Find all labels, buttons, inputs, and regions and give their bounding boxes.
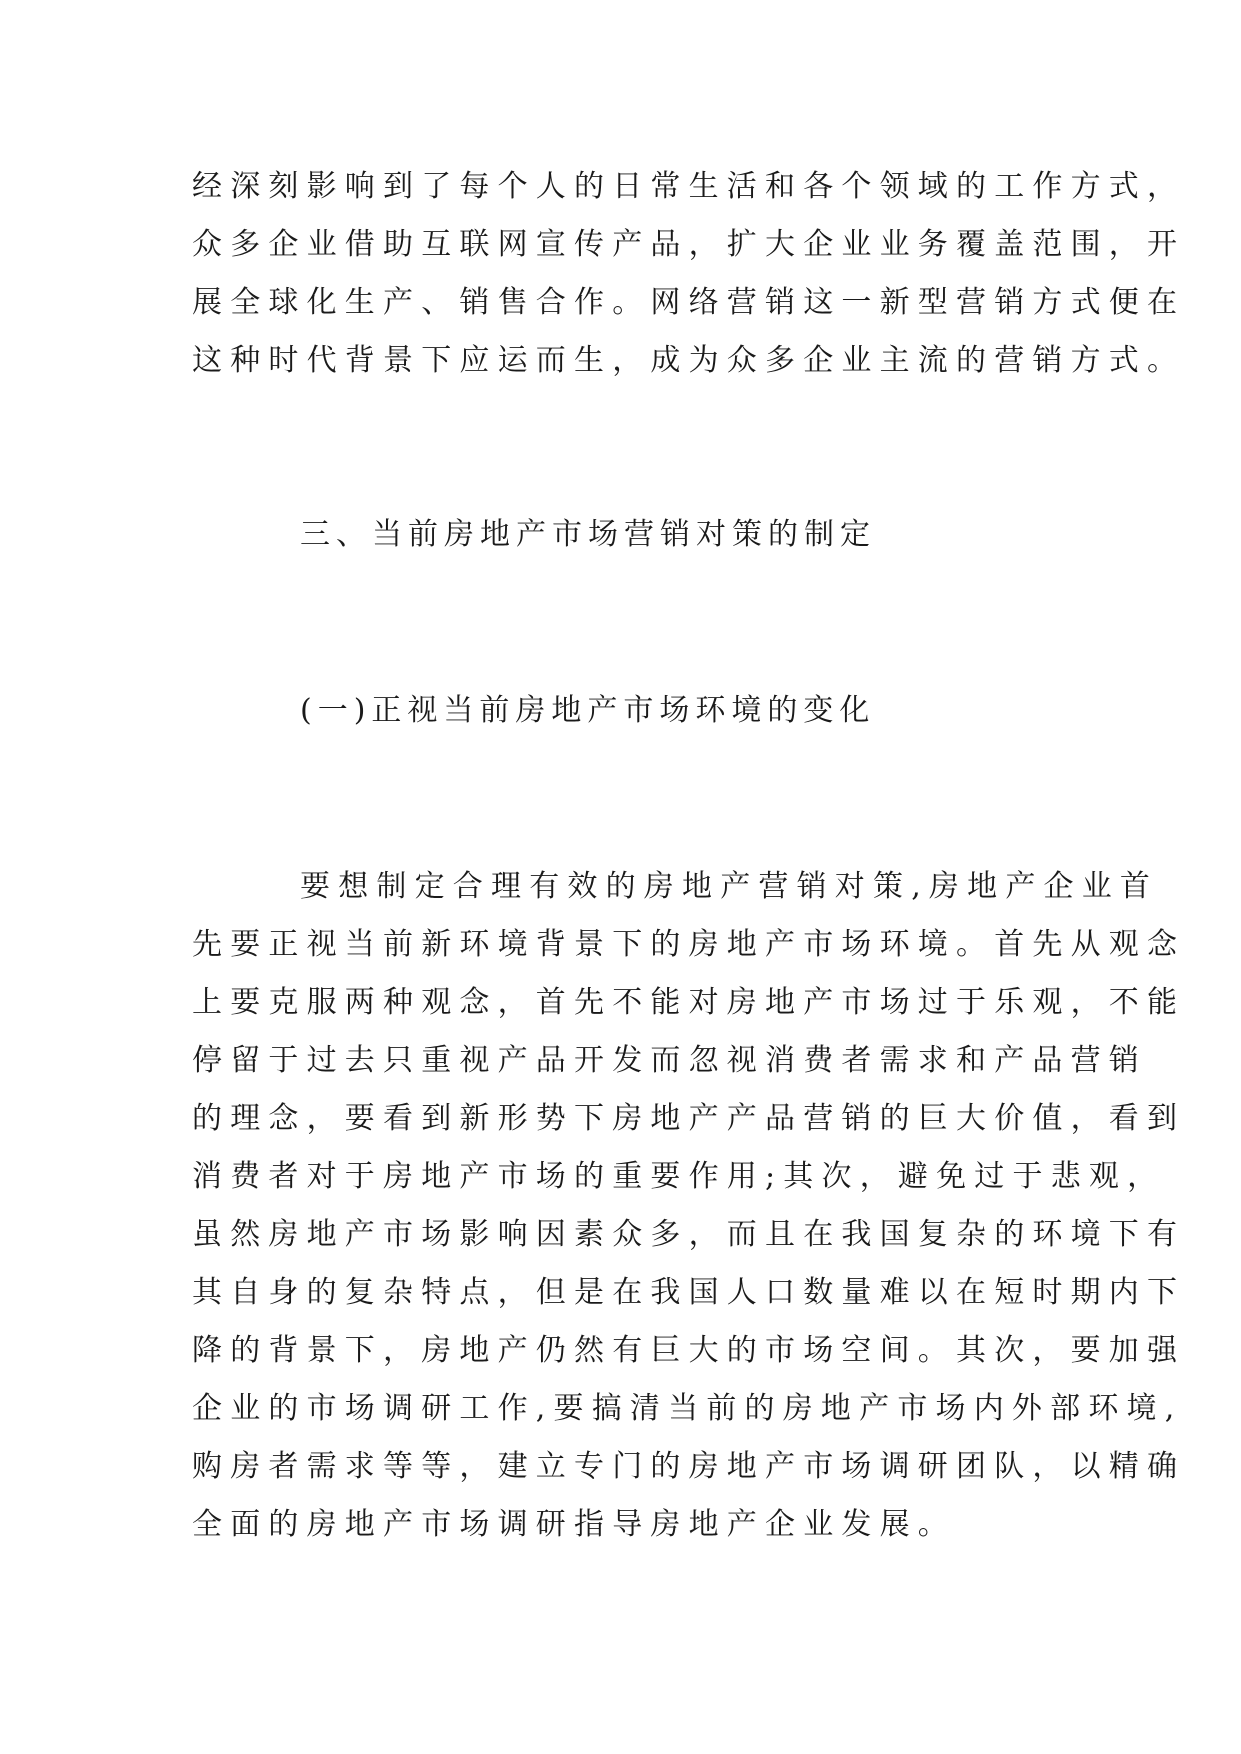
section-heading: 三、当前房地产市场营销对策的制定 xyxy=(300,517,876,552)
paragraph-line: 企业的市场调研工作,要搞清当前的房地产市场内外部环境, xyxy=(192,1391,1183,1426)
paragraph-line: 停留于过去只重视产品开发而忽视消费者需求和产品营销 xyxy=(192,1043,1147,1078)
paragraph-line: 消费者对于房地产市场的重要作用;其次，避免过于悲观， xyxy=(192,1159,1166,1194)
paragraph-line: 这种时代背景下应运而生，成为众多企业主流的营销方式。 xyxy=(192,343,1186,378)
paragraph-line: 虽然房地产市场影响因素众多，而且在我国复杂的环境下有 xyxy=(192,1217,1186,1252)
paragraph-line: 众多企业借助互联网宣传产品，扩大企业业务覆盖范围，开 xyxy=(192,227,1186,262)
paragraph-line: 先要正视当前新环境背景下的房地产市场环境。首先从观念 xyxy=(192,927,1186,962)
paragraph-line: 的理念，要看到新形势下房地产产品营销的巨大价值，看到 xyxy=(192,1101,1186,1136)
paragraph-line: 展全球化生产、销售合作。网络营销这一新型营销方式便在 xyxy=(192,285,1186,320)
paragraph-line: 降的背景下，房地产仍然有巨大的市场空间。其次，要加强 xyxy=(192,1333,1186,1368)
paragraph-line: 全面的房地产市场调研指导房地产企业发展。 xyxy=(192,1507,956,1542)
paragraph-line: 要想制定合理有效的房地产营销对策,房地产企业首 xyxy=(300,869,1159,904)
paragraph-line: 上要克服两种观念，首先不能对房地产市场过于乐观，不能 xyxy=(192,985,1186,1020)
subsection-heading: (一)正视当前房地产市场环境的变化 xyxy=(300,693,876,728)
paragraph-line: 经深刻影响到了每个人的日常生活和各个领域的工作方式， xyxy=(192,169,1186,204)
paragraph-line: 购房者需求等等，建立专门的房地产市场调研团队，以精确 xyxy=(192,1449,1186,1484)
paragraph-line: 其自身的复杂特点，但是在我国人口数量难以在短时期内下 xyxy=(192,1275,1186,1310)
